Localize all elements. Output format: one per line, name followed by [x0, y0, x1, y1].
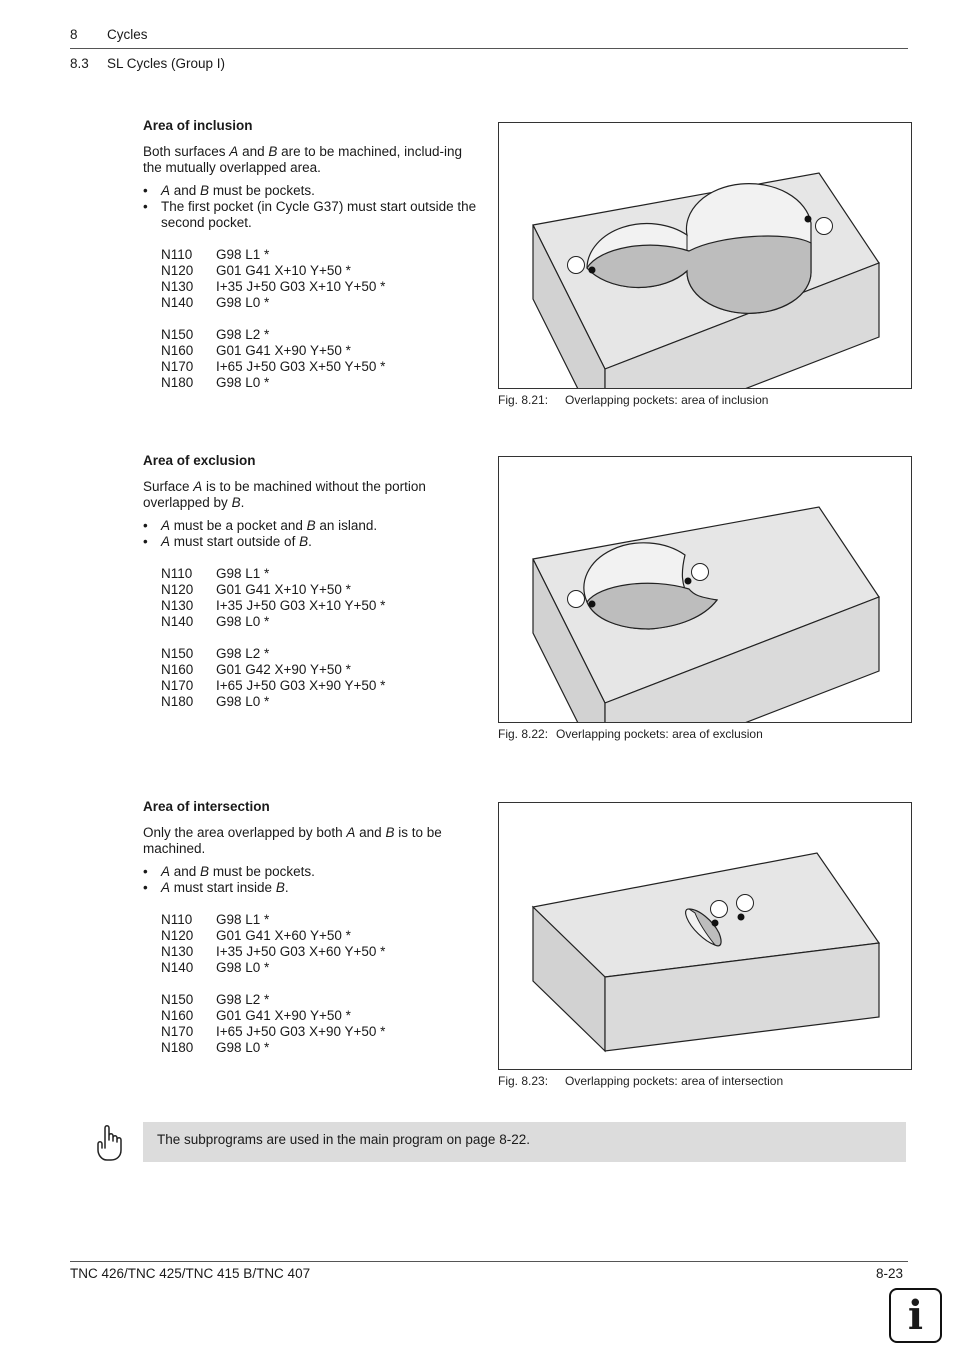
code-line: N110 G98 L1 * [161, 247, 270, 262]
code-line: N130 I+35 J+50 G03 X+10 Y+50 * [161, 279, 386, 294]
footer-models: TNC 426/TNC 425/TNC 415 B/TNC 407 [70, 1266, 311, 1281]
code-line: N110 G98 L1 * [161, 912, 270, 927]
section-heading: Area of intersection [143, 799, 270, 814]
code-line: N160 G01 G42 X+90 Y+50 * [161, 662, 351, 677]
section-intro: Both surfaces A and B are to be machined, includ-ing the mutually overlapped area. [143, 144, 462, 175]
code-line: N130 I+35 J+50 G03 X+10 Y+50 * [161, 598, 386, 613]
section-intro: Surface A is to be machined without the portion overlapped by B. [143, 479, 426, 510]
code-line: N120 G01 G41 X+10 Y+50 * [161, 582, 351, 597]
figure-exclusion [498, 456, 912, 723]
code-line: N150 G98 L2 * [161, 646, 270, 661]
code-line: N160 G01 G41 X+90 Y+50 * [161, 1008, 351, 1023]
code-line: N180 G98 L0 * [161, 375, 270, 390]
section-number: 8.3 [70, 56, 89, 71]
code-line: N170 I+65 J+50 G03 X+50 Y+50 * [161, 359, 386, 374]
section-heading: Area of inclusion [143, 118, 253, 133]
figure-intersection [498, 802, 912, 1070]
section-intro: Only the area overlapped by both A and B is to be machined. [143, 825, 442, 856]
list-item: • A and B must be pockets. [143, 864, 315, 879]
code-line: N120 G01 G41 X+10 Y+50 * [161, 263, 351, 278]
chapter-title: Cycles [107, 27, 148, 42]
list-item: • The first pocket (in Cycle G37) must start outside the second pocket. [143, 199, 477, 230]
chapter-number: 8 [70, 27, 78, 42]
note-box [143, 1122, 906, 1162]
list-item: • A must be a pocket and B an island. [143, 518, 378, 533]
nc-program [161, 247, 483, 391]
code-line: N170 I+65 J+50 G03 X+90 Y+50 * [161, 1024, 386, 1039]
section-exclusion [143, 453, 483, 726]
nc-program [161, 566, 483, 710]
inclusion-diagram [499, 123, 911, 388]
code-line: N170 I+65 J+50 G03 X+90 Y+50 * [161, 678, 386, 693]
list-item: • A must start outside of B. [143, 534, 312, 549]
intersection-diagram [499, 803, 911, 1069]
requirements-list [143, 518, 483, 550]
requirements-list [143, 864, 483, 896]
header-rule [70, 48, 908, 49]
code-line: N140 G98 L0 * [161, 614, 270, 629]
note-text: The subprograms are used in the main program on page 8-22. [157, 1132, 530, 1147]
code-line: N150 G98 L2 * [161, 992, 270, 1007]
list-item: • A must start inside B. [143, 880, 289, 895]
figure-caption: Fig. 8.21: Overlapping pockets: area of inclusion [498, 393, 769, 407]
section-heading: Area of exclusion [143, 453, 256, 468]
figure-inclusion [498, 122, 912, 389]
code-line: N140 G98 L0 * [161, 960, 270, 975]
figure-caption: Fig. 8.23: Overlapping pockets: area of intersection [498, 1074, 784, 1088]
code-line: N160 G01 G41 X+90 Y+50 * [161, 343, 351, 358]
list-item: • A and B must be pockets. [143, 183, 315, 198]
section-inclusion [143, 118, 483, 407]
section-title: SL Cycles (Group I) [107, 56, 226, 71]
code-line: N140 G98 L0 * [161, 295, 270, 310]
requirements-list [143, 183, 483, 231]
code-line: N130 I+35 J+50 G03 X+60 Y+50 * [161, 944, 386, 959]
code-line: N180 G98 L0 * [161, 694, 270, 709]
footer-rule [70, 1261, 908, 1262]
figure-caption: Fig. 8.22: Overlapping pockets: area of exclusion [498, 727, 763, 741]
code-line: N150 G98 L2 * [161, 327, 270, 342]
code-line: N120 G01 G41 X+60 Y+50 * [161, 928, 351, 943]
code-line: N110 G98 L1 * [161, 566, 270, 581]
pointing-hand-icon [95, 1124, 123, 1167]
page-number: 8-23 [876, 1266, 904, 1281]
section-intersection [143, 799, 483, 1072]
nc-program [161, 912, 483, 1056]
code-line: N180 G98 L0 * [161, 1040, 270, 1055]
exclusion-diagram [499, 457, 911, 722]
info-icon: i [889, 1288, 942, 1343]
